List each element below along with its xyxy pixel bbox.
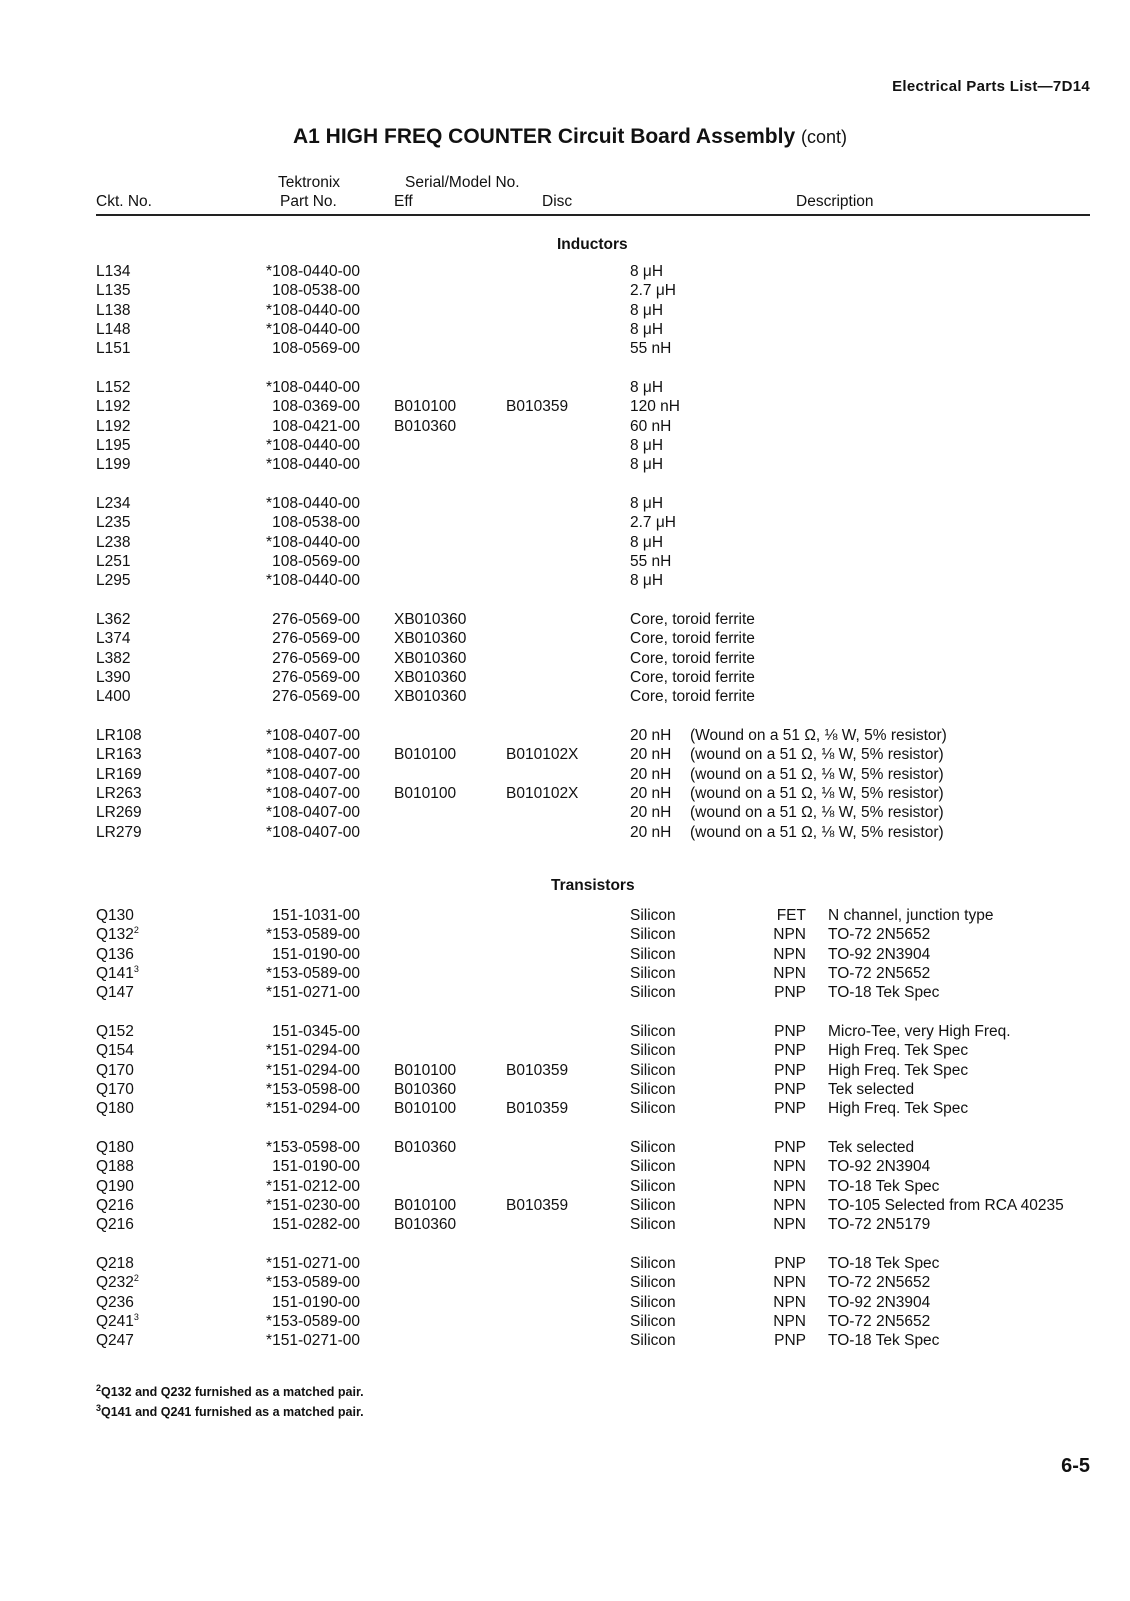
table-row (0, 552, 1130, 572)
description: Core, toroid ferrite (630, 630, 755, 648)
package-description: Tek selected (828, 1081, 915, 1099)
table-row (0, 1273, 1130, 1293)
part-number: *151-0294-00 (266, 1100, 360, 1118)
circuit-number: L199 (96, 456, 131, 474)
circuit-number: LR269 (96, 804, 142, 822)
circuit-number-text: Q130 (96, 907, 134, 924)
description-note: (wound on a 51 Ω, ⅛ W, 5% resistor) (690, 823, 944, 841)
table-row (0, 320, 1130, 340)
circuit-number: LR169 (96, 765, 142, 783)
table-row (0, 906, 1130, 926)
transistor-type: PNP (774, 1139, 806, 1156)
part-number: *108-0407-00 (266, 746, 360, 764)
circuit-number: L295 (96, 572, 131, 590)
table-row (0, 945, 1130, 965)
circuit-number-text: Q170 (96, 1081, 134, 1099)
part-number: *108-0440-00 (266, 572, 360, 590)
section-heading-transistors: Transistors (551, 877, 635, 894)
material: Silicon (630, 965, 676, 983)
circuit-number-text: Q247 (96, 1332, 134, 1350)
serial-eff: XB010360 (394, 649, 467, 667)
circuit-number: L234 (96, 495, 131, 512)
part-number: *151-0294-00 (266, 1061, 360, 1079)
circuit-number: LR108 (96, 727, 142, 744)
part-number: 151-0190-00 (272, 945, 360, 963)
description: 20 nH (630, 804, 672, 822)
serial-disc: B010102X (506, 785, 579, 803)
part-number: *108-0440-00 (266, 456, 360, 474)
part-number: *108-0440-00 (266, 263, 360, 280)
package-description: TO-18 Tek Spec (828, 984, 940, 1002)
material: Silicon (630, 1293, 676, 1311)
serial-disc: B010102X (506, 746, 579, 764)
part-number: *151-0294-00 (266, 1042, 360, 1060)
package-description: TO-72 2N5652 (828, 926, 931, 944)
material: Silicon (630, 1081, 676, 1099)
transistor-type: NPN (773, 1216, 806, 1234)
table-row (0, 1331, 1130, 1351)
footnotes (96, 1382, 364, 1422)
footnote-mark: 3 (133, 1311, 139, 1322)
serial-eff: B010100 (394, 1100, 457, 1118)
part-number: 151-0282-00 (272, 1216, 360, 1234)
col-header-ckt: Ckt. No. (96, 193, 152, 210)
footnote-mark: 2 (96, 1382, 102, 1393)
serial-disc: B010359 (506, 1061, 569, 1079)
circuit-number (96, 1138, 134, 1158)
circuit-number-text: Q180 (96, 1100, 134, 1118)
footnote-mark: 3 (96, 1402, 102, 1413)
part-number: *153-0589-00 (266, 965, 360, 983)
package-description: TO-72 2N5652 (828, 1274, 931, 1292)
circuit-number-text: Q216 (96, 1216, 134, 1234)
table-row (0, 687, 1130, 707)
part-number: *151-0212-00 (266, 1177, 360, 1195)
title-suffix: (cont) (800, 127, 847, 147)
circuit-number (96, 1293, 134, 1313)
package-description: TO-18 Tek Spec (828, 1332, 940, 1350)
table-row (0, 765, 1130, 785)
col-header-eff: Eff (394, 193, 413, 210)
table-row (0, 1157, 1130, 1177)
package-description: TO-18 Tek Spec (828, 1255, 940, 1272)
part-number: *108-0440-00 (266, 301, 360, 319)
circuit-number (96, 1215, 134, 1235)
transistor-type: NPN (773, 965, 806, 983)
transistor-type: PNP (774, 1061, 806, 1079)
part-number: 151-0190-00 (272, 1293, 360, 1311)
description: 2.7 μH (630, 514, 676, 532)
circuit-number: L192 (96, 417, 131, 435)
circuit-number (96, 1041, 134, 1061)
footnote-mark: 2 (133, 925, 139, 936)
circuit-number (96, 925, 139, 945)
table-row (0, 571, 1130, 591)
circuit-number: L192 (96, 398, 131, 416)
material: Silicon (630, 1197, 676, 1215)
col-header-disc: Disc (542, 193, 573, 210)
part-number: *153-0589-00 (266, 1313, 360, 1331)
serial-eff: B010100 (394, 746, 457, 764)
description: 60 nH (630, 417, 672, 435)
serial-eff: XB010360 (394, 630, 467, 648)
description-note: (wound on a 51 Ω, ⅛ W, 5% resistor) (690, 746, 944, 764)
circuit-number-text: Q170 (96, 1061, 134, 1079)
part-number: *151-0230-00 (266, 1197, 360, 1215)
package-description: TO-72 2N5652 (828, 1313, 931, 1331)
col-header-tektronix: Tektronix (278, 174, 341, 191)
circuit-number: L152 (96, 379, 131, 396)
transistor-type: PNP (774, 1255, 806, 1272)
circuit-number (96, 945, 134, 965)
part-number: *153-0589-00 (266, 1274, 360, 1292)
description: 8 μH (630, 456, 664, 474)
description: 8 μH (630, 495, 664, 512)
table-row (0, 397, 1130, 417)
part-number: 151-0345-00 (272, 1023, 360, 1040)
circuit-number: L151 (96, 340, 131, 358)
transistor-type: PNP (774, 1100, 806, 1118)
table-row (0, 925, 1130, 945)
part-number: *108-0440-00 (266, 437, 360, 455)
page-title (293, 125, 847, 149)
table-row (0, 726, 1130, 746)
part-number: 276-0569-00 (272, 649, 360, 667)
col-header-part-no: Part No. (280, 193, 337, 210)
material: Silicon (630, 1274, 676, 1292)
package-description: TO-92 2N3904 (828, 1158, 931, 1176)
circuit-number-text: Q152 (96, 1023, 134, 1040)
table-row (0, 281, 1130, 301)
circuit-number: LR163 (96, 746, 142, 764)
material: Silicon (630, 1216, 676, 1234)
description-note: (Wound on a 51 Ω, ⅛ W, 5% resistor) (690, 727, 947, 744)
part-number: *108-0407-00 (266, 823, 360, 841)
table-row (0, 339, 1130, 359)
table-row (0, 668, 1130, 688)
running-head: Electrical Parts List—7D14 (892, 78, 1090, 95)
part-number: 151-1031-00 (272, 907, 360, 924)
circuit-number (96, 1099, 134, 1119)
transistor-type: PNP (774, 1042, 806, 1060)
serial-eff: B010360 (394, 417, 457, 435)
table-row (0, 494, 1130, 514)
table-row (0, 1215, 1130, 1235)
serial-eff: B010360 (394, 1081, 457, 1099)
circuit-number: L362 (96, 611, 131, 628)
package-description: TO-72 2N5179 (828, 1216, 931, 1234)
circuit-number (96, 1254, 134, 1274)
table-row (0, 784, 1130, 804)
transistor-type: PNP (774, 1332, 806, 1350)
circuit-number: LR279 (96, 823, 142, 841)
circuit-number: L382 (96, 649, 131, 667)
part-number: *108-0407-00 (266, 804, 360, 822)
circuit-number (96, 983, 134, 1003)
description: 8 μH (630, 437, 664, 455)
table-row (0, 1022, 1130, 1042)
material: Silicon (630, 1177, 676, 1195)
material: Silicon (630, 1158, 676, 1176)
package-description: TO-18 Tek Spec (828, 1177, 940, 1195)
package-description: Micro-Tee, very High Freq. (828, 1023, 1011, 1040)
circuit-number-text: Q147 (96, 984, 134, 1002)
transistor-type: NPN (773, 1313, 806, 1331)
part-number: *108-0407-00 (266, 765, 360, 783)
transistor-type: PNP (774, 1023, 806, 1040)
table-row (0, 513, 1130, 533)
package-description: TO-92 2N3904 (828, 1293, 931, 1311)
circuit-number: L235 (96, 514, 131, 532)
description-note: (wound on a 51 Ω, ⅛ W, 5% resistor) (690, 765, 944, 783)
table-row (0, 1254, 1130, 1274)
table-row (0, 964, 1130, 984)
serial-eff: B010100 (394, 785, 457, 803)
part-number: 108-0538-00 (272, 282, 360, 300)
package-description: TO-72 2N5652 (828, 965, 931, 983)
footnote-text: Q141 and Q241 furnished as a matched pair. (101, 1405, 364, 1419)
table-row (0, 649, 1130, 669)
material: Silicon (630, 1100, 676, 1118)
part-number: *108-0440-00 (266, 533, 360, 551)
transistor-type: NPN (773, 945, 806, 963)
footnote-mark: 3 (133, 963, 139, 974)
description: 8 μH (630, 263, 664, 280)
transistor-type: PNP (774, 984, 806, 1002)
circuit-number: L251 (96, 553, 131, 571)
description: 20 nH (630, 746, 672, 764)
serial-eff: XB010360 (394, 611, 467, 628)
circuit-number (96, 1273, 139, 1293)
col-header-description: Description (796, 193, 874, 210)
material: Silicon (630, 926, 676, 944)
footnote (96, 1402, 364, 1422)
circuit-number: L135 (96, 282, 131, 300)
circuit-number: LR263 (96, 785, 142, 803)
material: Silicon (630, 1042, 676, 1060)
part-number: *153-0598-00 (266, 1081, 360, 1099)
footnote-mark: 2 (133, 1273, 139, 1284)
serial-eff: B010360 (394, 1139, 457, 1156)
table-row (0, 417, 1130, 437)
part-number: 108-0569-00 (272, 553, 360, 571)
circuit-number-text: Q216 (96, 1197, 134, 1215)
circuit-number-text: Q190 (96, 1177, 134, 1195)
table-row (0, 803, 1130, 823)
part-number: *108-0440-00 (266, 495, 360, 512)
table-row (0, 1099, 1130, 1119)
table-row (0, 301, 1130, 321)
part-number: 108-0369-00 (272, 398, 360, 416)
serial-disc: B010359 (506, 398, 569, 416)
part-number: 276-0569-00 (272, 669, 360, 687)
description: 8 μH (630, 572, 664, 590)
material: Silicon (630, 1332, 676, 1350)
circuit-number-text: Q188 (96, 1158, 134, 1176)
table-row (0, 610, 1130, 630)
serial-eff: XB010360 (394, 669, 467, 687)
circuit-number: L148 (96, 321, 131, 339)
part-number: 276-0569-00 (272, 688, 360, 706)
description: 55 nH (630, 340, 672, 358)
description: 120 nH (630, 398, 680, 416)
serial-eff: B010360 (394, 1216, 457, 1234)
description-note: (wound on a 51 Ω, ⅛ W, 5% resistor) (690, 804, 944, 822)
circuit-number: L390 (96, 669, 131, 687)
material: Silicon (630, 1255, 676, 1272)
circuit-number-text: Q218 (96, 1255, 134, 1272)
part-number: 276-0569-00 (272, 611, 360, 628)
description-note: (wound on a 51 Ω, ⅛ W, 5% resistor) (690, 785, 944, 803)
circuit-number-text: Q180 (96, 1139, 134, 1156)
circuit-number-text: Q236 (96, 1293, 134, 1311)
description: Core, toroid ferrite (630, 611, 755, 628)
table-row (0, 1177, 1130, 1197)
transistor-type: NPN (773, 1177, 806, 1195)
serial-disc: B010359 (506, 1197, 569, 1215)
part-number: 108-0421-00 (272, 417, 360, 435)
material: Silicon (630, 945, 676, 963)
circuit-number-text: Q232 (96, 1274, 134, 1292)
table-row (0, 1041, 1130, 1061)
transistor-type: NPN (773, 926, 806, 944)
table-row (0, 983, 1130, 1003)
description: 20 nH (630, 765, 672, 783)
footnote (96, 1382, 364, 1402)
circuit-number (96, 1080, 134, 1100)
package-description: High Freq. Tek Spec (828, 1042, 969, 1060)
circuit-number-text: Q154 (96, 1042, 134, 1060)
table-row (0, 1312, 1130, 1332)
part-number: 151-0190-00 (272, 1158, 360, 1176)
part-number: 108-0538-00 (272, 514, 360, 532)
part-number: *151-0271-00 (266, 1255, 360, 1272)
circuit-number: L134 (96, 263, 131, 280)
circuit-number: L374 (96, 630, 131, 648)
part-number: *153-0589-00 (266, 926, 360, 944)
circuit-number-text: Q136 (96, 945, 134, 963)
page-number: 6-5 (1061, 1455, 1090, 1477)
table-row (0, 262, 1130, 282)
table-row (0, 1061, 1130, 1081)
table-row (0, 745, 1130, 765)
serial-disc: B010359 (506, 1100, 569, 1118)
circuit-number (96, 1022, 134, 1042)
description: Core, toroid ferrite (630, 688, 755, 706)
transistor-type: NPN (773, 1158, 806, 1176)
part-number: *153-0598-00 (266, 1139, 360, 1156)
circuit-number (96, 1061, 134, 1081)
description: 55 nH (630, 553, 672, 571)
transistor-type: PNP (774, 1081, 806, 1099)
circuit-number: L400 (96, 688, 131, 706)
description: 2.7 μH (630, 282, 676, 300)
package-description: Tek selected (828, 1139, 915, 1156)
part-number: 276-0569-00 (272, 630, 360, 648)
table-row (0, 629, 1130, 649)
package-description: High Freq. Tek Spec (828, 1100, 969, 1118)
material: Silicon (630, 1313, 676, 1331)
description: 20 nH (630, 823, 672, 841)
description: 20 nH (630, 727, 672, 744)
package-description: TO-92 2N3904 (828, 945, 931, 963)
table-row (0, 1196, 1130, 1216)
title-main: A1 HIGH FREQ COUNTER Circuit Board Assembly (293, 125, 796, 148)
description: 8 μH (630, 321, 664, 339)
part-number: *108-0440-00 (266, 321, 360, 339)
circuit-number: L238 (96, 533, 131, 551)
package-description: TO-105 Selected from RCA 40235 (828, 1197, 1064, 1215)
col-header-serial: Serial/Model No. (405, 174, 520, 191)
table-row (0, 823, 1130, 843)
package-description: High Freq. Tek Spec (828, 1061, 969, 1079)
table-row (0, 533, 1130, 553)
circuit-number (96, 1312, 139, 1332)
circuit-number-text: Q132 (96, 926, 134, 944)
description: 8 μH (630, 533, 664, 551)
transistor-type: NPN (773, 1274, 806, 1292)
table-row (0, 455, 1130, 475)
description: Core, toroid ferrite (630, 649, 755, 667)
circuit-number (96, 1157, 134, 1177)
table-row (0, 436, 1130, 456)
table-row (0, 1293, 1130, 1313)
circuit-number: L138 (96, 301, 131, 319)
transistor-type: NPN (773, 1197, 806, 1215)
footnote-text: Q132 and Q232 furnished as a matched pair. (101, 1385, 364, 1399)
part-number: *108-0440-00 (266, 379, 360, 396)
serial-eff: B010100 (394, 1197, 457, 1215)
part-number: *151-0271-00 (266, 1332, 360, 1350)
transistor-type: FET (776, 907, 806, 924)
material: Silicon (630, 984, 676, 1002)
circuit-number (96, 1331, 134, 1351)
table-row (0, 378, 1130, 398)
circuit-number-text: Q141 (96, 965, 134, 983)
circuit-number (96, 906, 134, 926)
header-rule (96, 214, 1090, 216)
description: 8 μH (630, 379, 664, 396)
transistor-type: NPN (773, 1293, 806, 1311)
table-row (0, 1138, 1130, 1158)
description: 8 μH (630, 301, 664, 319)
section-heading-inductors: Inductors (557, 236, 628, 253)
material: Silicon (630, 1061, 676, 1079)
serial-eff: B010100 (394, 398, 457, 416)
material: Silicon (630, 1023, 676, 1040)
circuit-number (96, 964, 139, 984)
package-description: N channel, junction type (828, 907, 994, 924)
serial-eff: XB010360 (394, 688, 467, 706)
table-row (0, 1080, 1130, 1100)
part-number: *108-0407-00 (266, 785, 360, 803)
circuit-number-text: Q241 (96, 1313, 134, 1331)
part-number: *151-0271-00 (266, 984, 360, 1002)
material: Silicon (630, 1139, 676, 1156)
description: Core, toroid ferrite (630, 669, 755, 687)
part-number: *108-0407-00 (266, 727, 360, 744)
serial-eff: B010100 (394, 1061, 457, 1079)
part-number: 108-0569-00 (272, 340, 360, 358)
material: Silicon (630, 907, 676, 924)
circuit-number (96, 1177, 134, 1197)
circuit-number (96, 1196, 134, 1216)
circuit-number: L195 (96, 437, 131, 455)
description: 20 nH (630, 785, 672, 803)
